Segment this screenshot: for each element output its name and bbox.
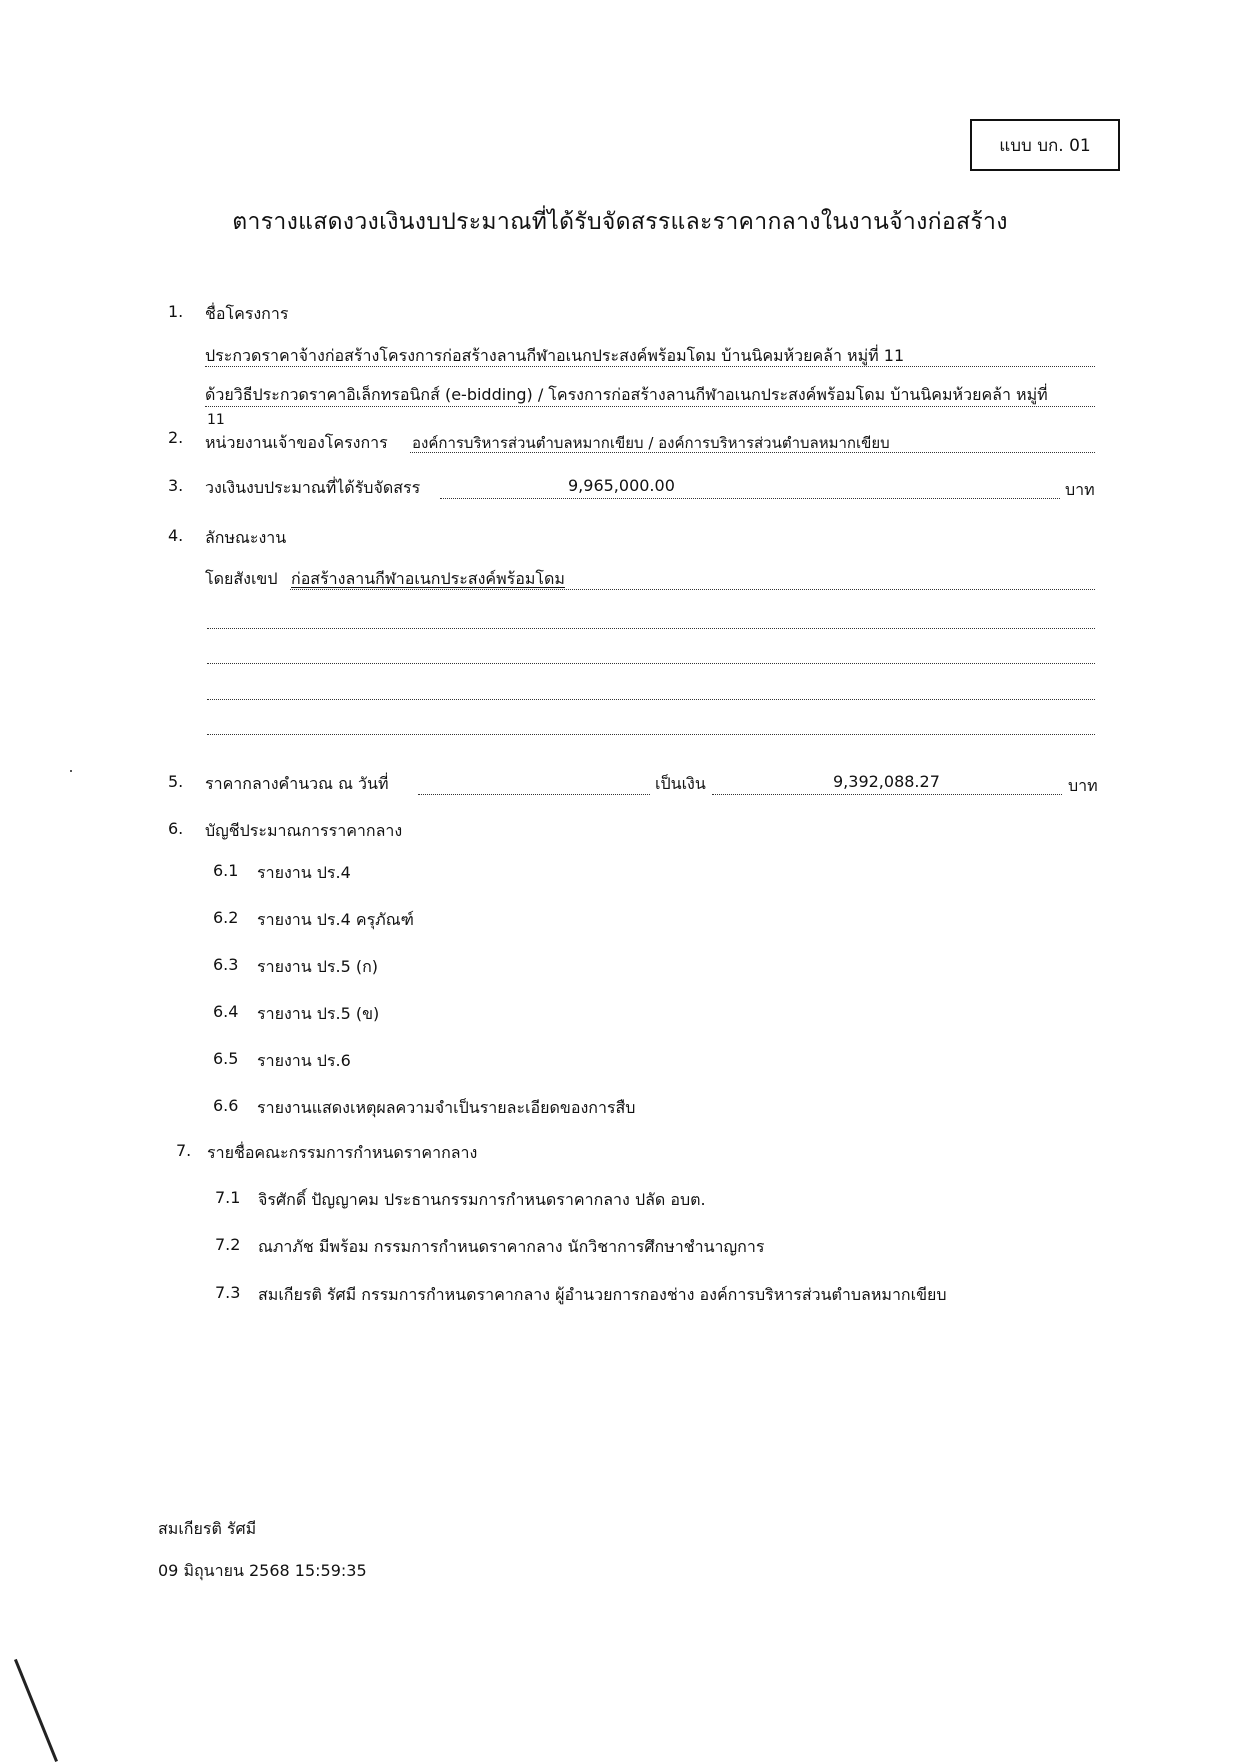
stray-mark — [70, 770, 72, 772]
s1-dotline1 — [205, 366, 1095, 367]
s3-unit: บาท — [1065, 480, 1095, 499]
s1-project-line3: 11 — [207, 412, 225, 428]
s4-dotline1 — [290, 589, 1095, 590]
s5-money-label: เป็นเงิน — [655, 774, 706, 793]
s4-dotline3 — [207, 663, 1095, 664]
s7-label: รายชื่อคณะกรรมการกำหนดราคากลาง — [207, 1143, 478, 1162]
s4-sub-label: โดยสังเขป — [205, 569, 278, 588]
scan-artifact-line — [14, 1659, 58, 1762]
signer-name: สมเกียรติ รัศมี — [158, 1519, 257, 1538]
s5-value-dotline — [712, 794, 1062, 795]
s4-number: 4. — [168, 526, 184, 545]
s6-number: 6. — [168, 819, 184, 838]
s6-item-text: รายงาน ปร.4 — [257, 863, 351, 882]
s4-dotline4 — [207, 699, 1095, 700]
s2-label: หน่วยงานเจ้าของโครงการ — [205, 433, 388, 452]
s2-number: 2. — [168, 428, 184, 447]
s4-dotline5 — [207, 734, 1095, 735]
s3-dotline — [440, 498, 1060, 499]
s3-label: วงเงินงบประมาณที่ได้รับจัดสรร — [205, 478, 421, 497]
s7-item-number: 7.1 — [215, 1188, 241, 1207]
s6-item-text: รายงาน ปร.6 — [257, 1051, 351, 1070]
s4-dotline2 — [207, 628, 1095, 629]
s7-item-text: สมเกียรติ รัศมี กรรมการกำหนดราคากลาง ผู้อำนวยการกองช่าง องค์การบริหารส่วนตำบลหมากเขียบ — [258, 1285, 947, 1304]
form-code: แบบ บก. 01 — [999, 135, 1091, 156]
s3-value: 9,965,000.00 — [568, 476, 675, 495]
s4-label: ลักษณะงาน — [205, 528, 287, 547]
s6-item-number: 6.1 — [213, 861, 239, 880]
form-code-box — [970, 119, 1120, 171]
s7-item-number: 7.2 — [215, 1235, 241, 1254]
s5-value: 9,392,088.27 — [833, 772, 940, 791]
s6-item-number: 6.4 — [213, 1002, 239, 1021]
s3-number: 3. — [168, 476, 184, 495]
s5-label: ราคากลางคำนวณ ณ วันที่ — [205, 774, 389, 793]
s2-dotline — [410, 452, 1095, 453]
s7-item-text: จิรศักดิ์ ปัญญาคม ประธานกรรมการกำหนดราคากลาง ปลัด อบต. — [258, 1190, 706, 1209]
s1-number: 1. — [168, 302, 184, 321]
s6-item-number: 6.3 — [213, 955, 239, 974]
s6-item-text: รายงาน ปร.5 (ก) — [257, 957, 379, 976]
s1-label: ชื่อโครงการ — [205, 304, 289, 323]
s5-number: 5. — [168, 772, 184, 791]
s1-project-line1: ประกวดราคาจ้างก่อสร้างโครงการก่อสร้างลานกีฬาอเนกประสงค์พร้อมโดม บ้านนิคมห้วยคล้า หมู่ที่ 11 — [205, 346, 905, 365]
s6-item-text: รายงาน ปร.4 ครุภัณฑ์ — [257, 910, 414, 929]
s6-item-text: รายงาน ปร.5 (ข) — [257, 1004, 380, 1023]
s5-date-dotline — [418, 794, 650, 795]
s5-unit: บาท — [1068, 776, 1098, 795]
s6-item-number: 6.6 — [213, 1096, 239, 1115]
s7-item-text: ณภาภัช มีพร้อม กรรมการกำหนดราคากลาง นักวิชาการศึกษาชำนาญการ — [258, 1237, 765, 1256]
s1-dotline2 — [205, 406, 1095, 407]
document-title: ตารางแสดงวงเงินงบประมาณที่ได้รับจัดสรรและราคากลางในงานจ้างก่อสร้าง — [232, 209, 1008, 235]
s7-item-number: 7.3 — [215, 1283, 241, 1302]
s1-project-line2: ด้วยวิธีประกวดราคาอิเล็กทรอนิกส์ (e-bidding) / โครงการก่อสร้างลานกีฬาอเนกประสงค์พร้อมโดม บ้านนิคมห้วยคล้า หมู่ที่ — [205, 385, 1048, 404]
s6-item-text: รายงานแสดงเหตุผลความจำเป็นรายละเอียดของการสืบ — [257, 1098, 636, 1117]
s6-item-number: 6.2 — [213, 908, 239, 927]
s6-label: บัญชีประมาณการราคากลาง — [205, 821, 403, 840]
s7-number: 7. — [176, 1141, 192, 1160]
signed-datetime: 09 มิถุนายน 2568 15:59:35 — [158, 1561, 367, 1580]
s4-value: ก่อสร้างลานกีฬาอเนกประสงค์พร้อมโดม — [291, 569, 565, 588]
s2-value: องค์การบริหารส่วนตำบลหมากเขียบ / องค์การบริหารส่วนตำบลหมากเขียบ — [412, 434, 890, 452]
s6-item-number: 6.5 — [213, 1049, 239, 1068]
